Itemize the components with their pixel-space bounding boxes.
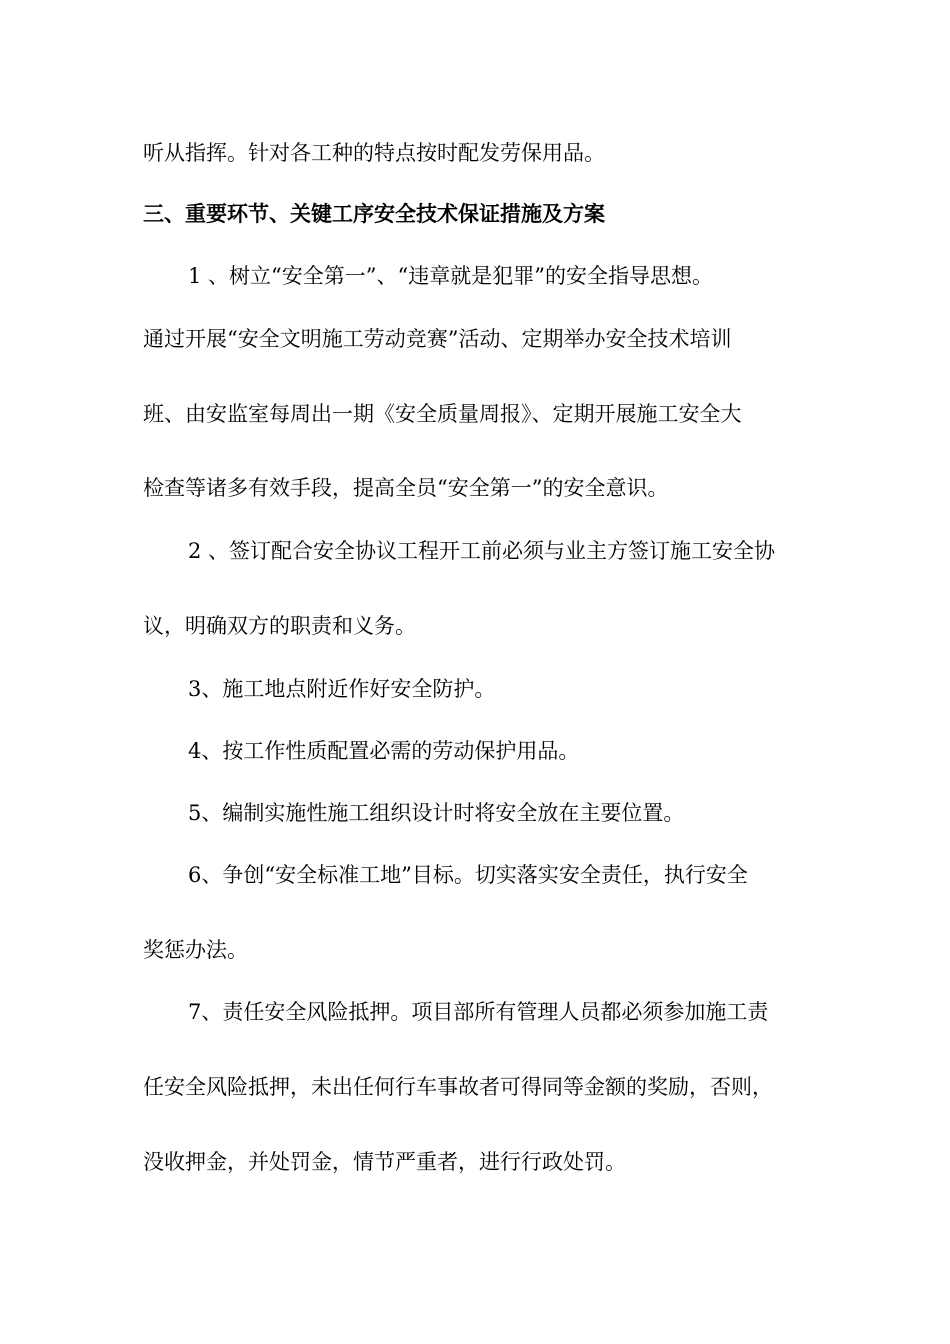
text-line-6: 检查等诸多有效手段，提高全员“安全第一”的安全意识。 [143, 476, 669, 500]
text-line-16: 没收押金，并处罚金，情节严重者，进行行政处罚。 [143, 1150, 626, 1174]
text-line-13: 奖惩办法。 [143, 938, 248, 962]
text-line-5: 班、由安监室每周出一期《安全质量周报》、定期开展施工安全大 [143, 402, 742, 426]
text-line-9: 3、施工地点附近作好安全防护。 [188, 677, 496, 701]
text-line-11: 5、编制实施性施工组织设计时将安全放在主要位置。 [188, 801, 685, 825]
text-line-8: 议，明确双方的职责和义务。 [143, 614, 416, 638]
text-line-12: 6、争创“安全标准工地”目标。切实落实安全责任，执行安全 [188, 863, 748, 887]
text-line-10: 4、按工作性质配置必需的劳动保护用品。 [188, 739, 580, 763]
text-line-15: 任安全风险抵押，未出任何行车事故者可得同等金额的奖励，否则， [143, 1075, 773, 1099]
text-line-14: 7、责任安全风险抵押。项目部所有管理人员都必须参加施工责 [188, 1000, 769, 1024]
text-line-7: 2 、签订配合安全协议工程开工前必须与业主方签订施工安全协 [188, 539, 776, 563]
text-line-4: 通过开展“安全文明施工劳动竞赛”活动、定期举办安全技术培训 [143, 327, 732, 351]
text-line-1: 听从指挥。针对各工种的特点按时配发劳保用品。 [143, 141, 605, 165]
text-line-3: 1 、树立“安全第一”、“违章就是犯罪”的安全指导思想。 [188, 264, 713, 288]
section-heading: 三、重要环节、关键工序安全技术保证措施及方案 [143, 201, 605, 226]
